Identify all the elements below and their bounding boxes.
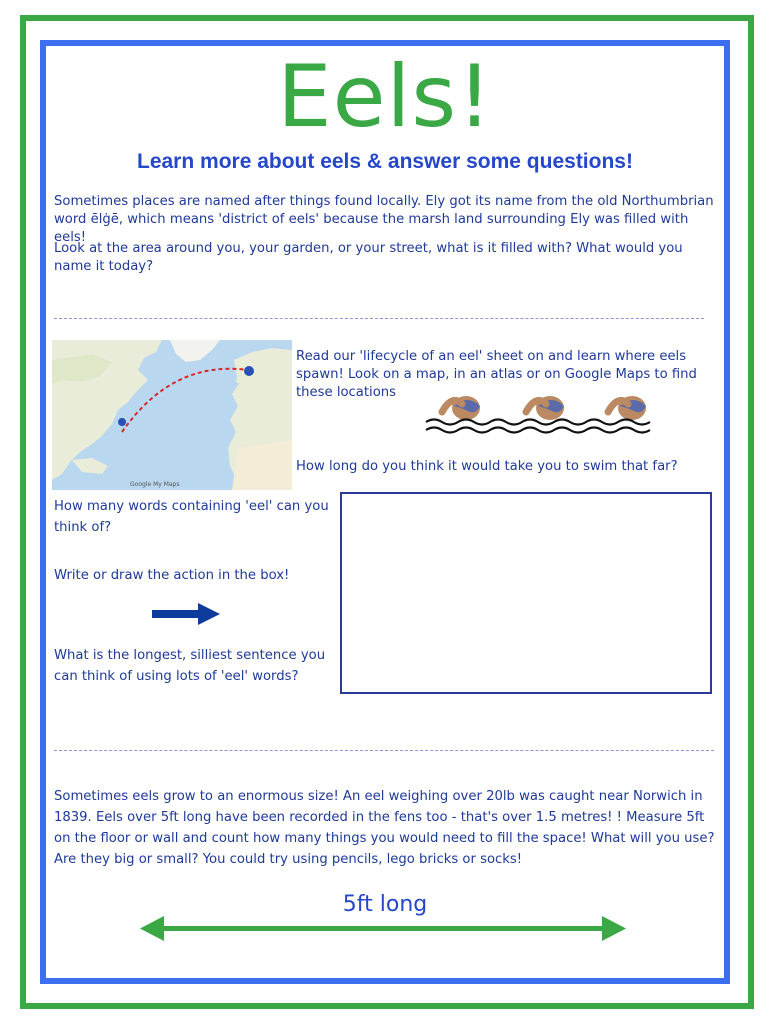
swim-question: How long do you think it would take you to swim that far? xyxy=(296,459,678,474)
atlantic-map-image xyxy=(52,340,292,490)
intro-paragraph-2: Look at the area around you, your garden, or your street, what is it filled with? What would you name it today? xyxy=(54,241,683,274)
drawing-box[interactable] xyxy=(340,492,712,694)
size-paragraph: Sometimes eels grow to an enormous size! An eel weighing over 20lb was caught near Norwich in 1839. Eels over 5ft long have been recorded in the fens too - that's over 1.5 metres! ! Measure 5ft on the floor or wall and count how many things you would need to fill the space! What will you use? Are they big or small? You could try using pencils, lego bricks or socks! xyxy=(54,789,715,867)
size-label: 5ft long xyxy=(342,892,428,917)
swimmer-icon xyxy=(526,396,564,420)
draw-instruction: Write or draw the action in the box! xyxy=(54,568,290,583)
lifecycle-text: Read our 'lifecycle of an eel' sheet on and learn where eels spawn! Look on a map, in an atlas or on Google Maps to find these locations xyxy=(296,349,697,400)
divider xyxy=(54,318,704,319)
arrow-right-icon xyxy=(150,602,222,626)
swimmer-icon xyxy=(608,396,646,420)
page-title: Eels! xyxy=(277,47,493,147)
swimmers-illustration xyxy=(424,386,664,438)
map-credit: Google My Maps xyxy=(130,481,180,488)
intro-paragraph-1: Sometimes places are named after things found locally. Ely got its name from the old Northumbrian word ēlġē, which means 'district of eels' because the marsh land surrounding Ely was filled with eels! xyxy=(54,194,714,245)
eel-words-question: How many words containing 'eel' can you think of? xyxy=(54,499,329,535)
page-subtitle: Learn more about eels & answer some questions! xyxy=(137,150,633,173)
swimmer-icon xyxy=(442,396,480,420)
silly-sentence-question: What is the longest, silliest sentence you can think of using lots of 'eel' words? xyxy=(54,648,326,684)
divider xyxy=(54,750,714,751)
double-arrow-icon xyxy=(138,914,628,944)
